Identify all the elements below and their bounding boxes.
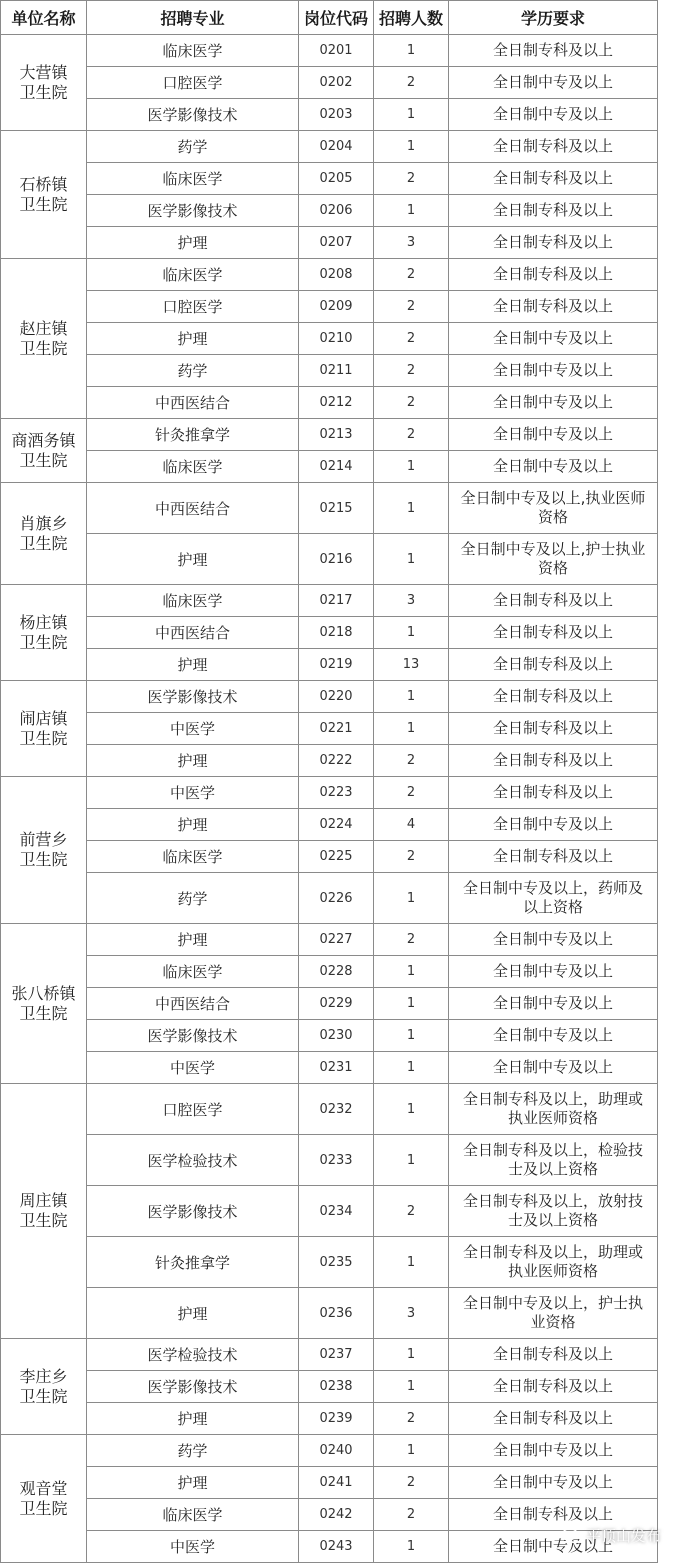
code-cell: 0222 (299, 745, 374, 777)
education-cell: 全日制中专及以上，护士执 业资格 (449, 1288, 658, 1339)
count-cell: 1 (374, 195, 449, 227)
unit-name-cell: 李庄乡 卫生院 (1, 1339, 87, 1435)
code-cell: 0217 (299, 585, 374, 617)
specialty-cell: 医学检验技术 (87, 1339, 299, 1371)
unit-name-cell: 大营镇 卫生院 (1, 35, 87, 131)
unit-name-cell: 观音堂 卫生院 (1, 1435, 87, 1563)
table-row (1, 1237, 658, 1288)
specialty-cell: 护理 (87, 227, 299, 259)
code-cell: 0237 (299, 1339, 374, 1371)
code-cell: 0225 (299, 841, 374, 873)
count-cell: 1 (374, 1435, 449, 1467)
count-cell: 1 (374, 681, 449, 713)
unit-name-cell: 肖旗乡 卫生院 (1, 483, 87, 585)
table-row (1, 1467, 658, 1499)
code-cell: 0239 (299, 1403, 374, 1435)
specialty-cell: 护理 (87, 649, 299, 681)
table-row (1, 988, 658, 1020)
code-cell: 0241 (299, 1467, 374, 1499)
code-cell: 0201 (299, 35, 374, 67)
code-cell: 0212 (299, 387, 374, 419)
specialty-cell: 护理 (87, 1467, 299, 1499)
code-cell: 0243 (299, 1531, 374, 1563)
table-row (1, 681, 658, 713)
count-cell: 2 (374, 1499, 449, 1531)
code-cell: 0204 (299, 131, 374, 163)
specialty-cell: 医学影像技术 (87, 681, 299, 713)
table-row (1, 1435, 658, 1467)
specialty-cell: 临床医学 (87, 35, 299, 67)
table-row (1, 841, 658, 873)
specialty-cell: 中医学 (87, 777, 299, 809)
table-row (1, 419, 658, 451)
table-row (1, 713, 658, 745)
table-row (1, 195, 658, 227)
code-cell: 0215 (299, 483, 374, 534)
count-cell: 1 (374, 35, 449, 67)
table-row (1, 131, 658, 163)
count-cell: 1 (374, 1020, 449, 1052)
code-cell: 0228 (299, 956, 374, 988)
count-cell: 1 (374, 988, 449, 1020)
count-cell: 2 (374, 259, 449, 291)
code-cell: 0216 (299, 534, 374, 585)
specialty-cell: 护理 (87, 745, 299, 777)
count-cell: 1 (374, 1135, 449, 1186)
table-row (1, 1135, 658, 1186)
education-cell: 全日制中专及以上 (449, 1467, 658, 1499)
specialty-cell: 药学 (87, 131, 299, 163)
count-cell: 1 (374, 131, 449, 163)
education-cell: 全日制中专及以上 (449, 355, 658, 387)
count-cell: 1 (374, 1531, 449, 1563)
table-row (1, 35, 658, 67)
count-cell: 1 (374, 1052, 449, 1084)
education-cell: 全日制中专及以上 (449, 419, 658, 451)
code-cell: 0205 (299, 163, 374, 195)
wechat-icon (562, 1527, 582, 1545)
count-cell: 1 (374, 956, 449, 988)
count-cell: 2 (374, 924, 449, 956)
code-cell: 0227 (299, 924, 374, 956)
code-cell: 0202 (299, 67, 374, 99)
table-row (1, 355, 658, 387)
table-row (1, 809, 658, 841)
education-cell: 全日制专科及以上 (449, 195, 658, 227)
header-specialty: 招聘专业 (87, 1, 299, 35)
count-cell: 1 (374, 1371, 449, 1403)
code-cell: 0206 (299, 195, 374, 227)
count-cell: 2 (374, 355, 449, 387)
code-cell: 0232 (299, 1084, 374, 1135)
table-row (1, 259, 658, 291)
count-cell: 13 (374, 649, 449, 681)
specialty-cell: 临床医学 (87, 163, 299, 195)
education-cell: 全日制中专及以上 (449, 1052, 658, 1084)
specialty-cell: 中西医结合 (87, 483, 299, 534)
specialty-cell: 护理 (87, 924, 299, 956)
count-cell: 1 (374, 483, 449, 534)
count-cell: 3 (374, 227, 449, 259)
table-row (1, 956, 658, 988)
education-cell: 全日制专科及以上 (449, 681, 658, 713)
education-cell: 全日制中专及以上 (449, 451, 658, 483)
specialty-cell: 医学影像技术 (87, 1020, 299, 1052)
education-cell: 全日制专科及以上 (449, 617, 658, 649)
table-row (1, 1052, 658, 1084)
count-cell: 2 (374, 163, 449, 195)
specialty-cell: 临床医学 (87, 585, 299, 617)
header-education: 学历要求 (449, 1, 658, 35)
code-cell: 0235 (299, 1237, 374, 1288)
code-cell: 0234 (299, 1186, 374, 1237)
code-cell: 0214 (299, 451, 374, 483)
education-cell: 全日制专科及以上 (449, 713, 658, 745)
watermark-text: 平顶山发布 (585, 1527, 661, 1545)
education-cell: 全日制专科及以上 (449, 163, 658, 195)
table-row (1, 163, 658, 195)
specialty-cell: 口腔医学 (87, 291, 299, 323)
code-cell: 0229 (299, 988, 374, 1020)
count-cell: 2 (374, 419, 449, 451)
table-row (1, 67, 658, 99)
education-cell: 全日制专科及以上 (449, 131, 658, 163)
table-row (1, 745, 658, 777)
education-cell: 全日制专科及以上，放射技 士及以上资格 (449, 1186, 658, 1237)
table-row (1, 649, 658, 681)
table-row (1, 617, 658, 649)
table-row (1, 1084, 658, 1135)
watermark (562, 1525, 661, 1546)
table-row (1, 99, 658, 131)
education-cell: 全日制中专及以上 (449, 1531, 658, 1563)
specialty-cell: 药学 (87, 1435, 299, 1467)
unit-name-cell: 石桥镇 卫生院 (1, 131, 87, 259)
code-cell: 0213 (299, 419, 374, 451)
count-cell: 1 (374, 1237, 449, 1288)
table-row (1, 451, 658, 483)
count-cell: 1 (374, 451, 449, 483)
count-cell: 2 (374, 1403, 449, 1435)
code-cell: 0233 (299, 1135, 374, 1186)
count-cell: 2 (374, 841, 449, 873)
education-cell: 全日制中专及以上 (449, 99, 658, 131)
count-cell: 2 (374, 291, 449, 323)
education-cell: 全日制中专及以上 (449, 924, 658, 956)
table-row (1, 585, 658, 617)
header-row (1, 1, 658, 35)
code-cell: 0208 (299, 259, 374, 291)
count-cell: 2 (374, 1467, 449, 1499)
education-cell: 全日制专科及以上 (449, 259, 658, 291)
education-cell: 全日制中专及以上 (449, 67, 658, 99)
education-cell: 全日制专科及以上 (449, 1499, 658, 1531)
count-cell: 2 (374, 67, 449, 99)
education-cell: 全日制专科及以上 (449, 777, 658, 809)
specialty-cell: 临床医学 (87, 259, 299, 291)
specialty-cell: 临床医学 (87, 1499, 299, 1531)
education-cell: 全日制专科及以上 (449, 1403, 658, 1435)
specialty-cell: 中西医结合 (87, 617, 299, 649)
count-cell: 2 (374, 745, 449, 777)
table-row (1, 1288, 658, 1339)
unit-name-cell: 张八桥镇 卫生院 (1, 924, 87, 1084)
education-cell: 全日制专科及以上 (449, 841, 658, 873)
table-row (1, 777, 658, 809)
code-cell: 0230 (299, 1020, 374, 1052)
specialty-cell: 口腔医学 (87, 1084, 299, 1135)
code-cell: 0220 (299, 681, 374, 713)
header-count: 招聘人数 (374, 1, 449, 35)
code-cell: 0240 (299, 1435, 374, 1467)
count-cell: 1 (374, 873, 449, 924)
specialty-cell: 口腔医学 (87, 67, 299, 99)
code-cell: 0211 (299, 355, 374, 387)
unit-name-cell: 赵庄镇 卫生院 (1, 259, 87, 419)
education-cell: 全日制中专及以上 (449, 387, 658, 419)
unit-name-cell: 闹店镇 卫生院 (1, 681, 87, 777)
specialty-cell: 临床医学 (87, 841, 299, 873)
education-cell: 全日制中专及以上,护士执业 资格 (449, 534, 658, 585)
specialty-cell: 护理 (87, 1288, 299, 1339)
count-cell: 1 (374, 99, 449, 131)
specialty-cell: 护理 (87, 809, 299, 841)
unit-name-cell: 前营乡 卫生院 (1, 777, 87, 924)
code-cell: 0236 (299, 1288, 374, 1339)
education-cell: 全日制专科及以上 (449, 585, 658, 617)
education-cell: 全日制专科及以上 (449, 1371, 658, 1403)
education-cell: 全日制专科及以上，助理或 执业医师资格 (449, 1237, 658, 1288)
count-cell: 1 (374, 713, 449, 745)
count-cell: 1 (374, 1084, 449, 1135)
code-cell: 0221 (299, 713, 374, 745)
specialty-cell: 药学 (87, 355, 299, 387)
specialty-cell: 护理 (87, 323, 299, 355)
code-cell: 0223 (299, 777, 374, 809)
count-cell: 3 (374, 585, 449, 617)
unit-name-cell: 周庄镇 卫生院 (1, 1084, 87, 1339)
count-cell: 2 (374, 1186, 449, 1237)
code-cell: 0238 (299, 1371, 374, 1403)
specialty-cell: 药学 (87, 873, 299, 924)
table-row (1, 1403, 658, 1435)
specialty-cell: 针灸推拿学 (87, 1237, 299, 1288)
count-cell: 1 (374, 1339, 449, 1371)
specialty-cell: 临床医学 (87, 956, 299, 988)
table-row (1, 873, 658, 924)
table-row (1, 1499, 658, 1531)
count-cell: 1 (374, 534, 449, 585)
code-cell: 0231 (299, 1052, 374, 1084)
specialty-cell: 医学影像技术 (87, 1186, 299, 1237)
education-cell: 全日制专科及以上 (449, 745, 658, 777)
specialty-cell: 中医学 (87, 713, 299, 745)
education-cell: 全日制专科及以上 (449, 227, 658, 259)
count-cell: 3 (374, 1288, 449, 1339)
specialty-cell: 针灸推拿学 (87, 419, 299, 451)
education-cell: 全日制中专及以上 (449, 809, 658, 841)
code-cell: 0218 (299, 617, 374, 649)
table-row (1, 227, 658, 259)
education-cell: 全日制专科及以上，检验技 士及以上资格 (449, 1135, 658, 1186)
table-row (1, 291, 658, 323)
code-cell: 0207 (299, 227, 374, 259)
table-row (1, 1371, 658, 1403)
education-cell: 全日制中专及以上 (449, 1020, 658, 1052)
education-cell: 全日制专科及以上，助理或 执业医师资格 (449, 1084, 658, 1135)
specialty-cell: 中西医结合 (87, 387, 299, 419)
education-cell: 全日制中专及以上 (449, 956, 658, 988)
education-cell: 全日制专科及以上 (449, 1339, 658, 1371)
code-cell: 0219 (299, 649, 374, 681)
table-row (1, 1531, 658, 1563)
code-cell: 0209 (299, 291, 374, 323)
count-cell: 2 (374, 777, 449, 809)
specialty-cell: 医学影像技术 (87, 99, 299, 131)
education-cell: 全日制专科及以上 (449, 35, 658, 67)
code-cell: 0226 (299, 873, 374, 924)
education-cell: 全日制中专及以上，药师及 以上资格 (449, 873, 658, 924)
specialty-cell: 护理 (87, 534, 299, 585)
code-cell: 0224 (299, 809, 374, 841)
specialty-cell: 中医学 (87, 1531, 299, 1563)
education-cell: 全日制中专及以上 (449, 988, 658, 1020)
education-cell: 全日制中专及以上 (449, 1435, 658, 1467)
table-row (1, 387, 658, 419)
specialty-cell: 医学影像技术 (87, 195, 299, 227)
count-cell: 4 (374, 809, 449, 841)
specialty-cell: 临床医学 (87, 451, 299, 483)
specialty-cell: 中医学 (87, 1052, 299, 1084)
count-cell: 2 (374, 323, 449, 355)
header-unit: 单位名称 (1, 1, 87, 35)
code-cell: 0203 (299, 99, 374, 131)
table-row (1, 1339, 658, 1371)
education-cell: 全日制专科及以上 (449, 649, 658, 681)
table-row (1, 1020, 658, 1052)
table-row (1, 924, 658, 956)
code-cell: 0210 (299, 323, 374, 355)
count-cell: 2 (374, 387, 449, 419)
education-cell: 全日制中专及以上 (449, 323, 658, 355)
count-cell: 1 (374, 617, 449, 649)
unit-name-cell: 商酒务镇 卫生院 (1, 419, 87, 483)
header-code: 岗位代码 (299, 1, 374, 35)
table-row (1, 1186, 658, 1237)
education-cell: 全日制专科及以上 (449, 291, 658, 323)
specialty-cell: 中西医结合 (87, 988, 299, 1020)
table-row (1, 483, 658, 534)
education-cell: 全日制中专及以上,执业医师 资格 (449, 483, 658, 534)
table-row (1, 323, 658, 355)
table-row (1, 534, 658, 585)
specialty-cell: 护理 (87, 1403, 299, 1435)
unit-name-cell: 杨庄镇 卫生院 (1, 585, 87, 681)
specialty-cell: 医学影像技术 (87, 1371, 299, 1403)
code-cell: 0242 (299, 1499, 374, 1531)
specialty-cell: 医学检验技术 (87, 1135, 299, 1186)
